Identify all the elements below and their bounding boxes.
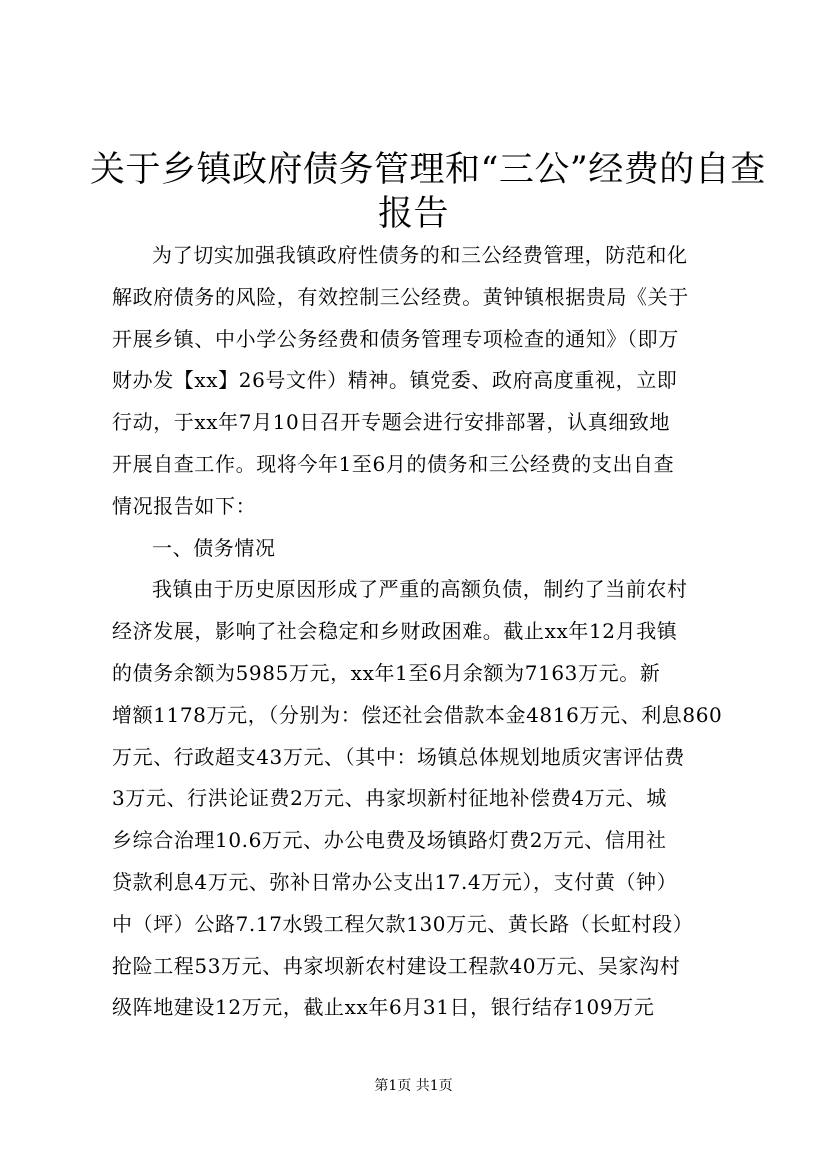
body-line: 我镇由于历史原因形成了严重的高额负债，制约了当前农村 xyxy=(152,577,688,602)
body-line: 增额1178万元，（分别为：偿还社会借款本金4816万元、利息860 xyxy=(112,702,723,727)
body-line: 解政府债务的风险，有效控制三公经费。黄钟镇根据贵局《关于 xyxy=(112,284,689,309)
body-line: 3万元、行洪论证费2万元、冉家坝新村征地补偿费4万元、城 xyxy=(112,786,667,811)
body-line: 财办发【xx】26号文件）精神。镇党委、政府高度重视，立即 xyxy=(112,368,678,393)
body-line: 开展自查工作。现将今年1至6月的债务和三公经费的支出自查 xyxy=(112,451,675,476)
body-line: 中（坪）公路7.17水毁工程欠款130万元、黄长路（长虹村段） xyxy=(112,911,694,936)
body-line: 为了切实加强我镇政府性债务的和三公经费管理，防范和化 xyxy=(152,243,688,267)
body-line: 开展乡镇、中小学公务经费和债务管理专项检查的通知》（即万 xyxy=(112,326,679,351)
page-footer: 第1页 共1页 xyxy=(374,1078,453,1094)
document-body xyxy=(112,235,724,1029)
body-line: 的债务余额为5985万元，xx年1至6月余额为7163万元。新 xyxy=(112,660,661,685)
body-line: 经济发展，影响了社会稳定和乡财政困难。截止xx年12月我镇 xyxy=(112,619,678,644)
body-line: 抢险工程53万元、冉家坝新农村建设工程款40万元、吴家沟村 xyxy=(112,953,681,978)
document-title-line-1: 关于乡镇政府债务管理和“三公”经费的自查 xyxy=(90,150,766,190)
body-line: 行动，于xx年7月10日召开专题会进行安排部署，认真细致地 xyxy=(112,410,671,435)
body-line: 贷款利息4万元、弥补日常办公支出17.4万元），支付黄（钟） xyxy=(112,869,678,894)
document-title-line-2: 报告 xyxy=(377,194,449,234)
body-line: 情况报告如下： xyxy=(112,493,257,518)
body-line: 万元、行政超支43万元、（其中：场镇总体规划地质灾害评估费 xyxy=(112,744,685,769)
body-line: 级阵地建设12万元，截止xx年6月31日，银行结存109万元 xyxy=(112,995,655,1020)
body-line: 乡综合治理10.6万元、办公电费及场镇路灯费2万元、信用社 xyxy=(112,828,667,853)
section-heading: 一、债务情况 xyxy=(152,535,276,560)
